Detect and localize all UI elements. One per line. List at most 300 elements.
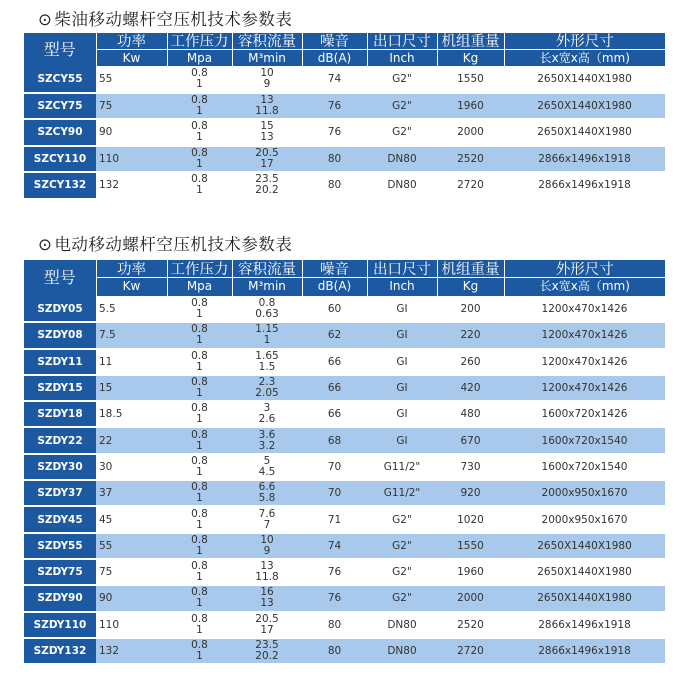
flow-value-2: 2.6	[258, 413, 276, 426]
table-row	[24, 533, 665, 559]
flow-value-1: 10	[260, 66, 274, 79]
outlet-en: Inch	[368, 277, 437, 293]
col-flow-header	[232, 260, 302, 296]
power-cell: 132	[96, 172, 167, 199]
outlet-cell: G2"	[367, 506, 437, 532]
flow-value-1: 16	[260, 586, 274, 599]
flow-zh: 容积流量	[238, 33, 296, 50]
flow-cell	[232, 401, 302, 427]
model-cell: SZDY22	[24, 427, 96, 453]
circle-dot-icon: ⊙	[38, 10, 53, 29]
col-weight-header	[437, 33, 504, 66]
pressure-en: Mpa	[168, 49, 232, 65]
table-row	[24, 93, 665, 120]
flow-value-1: 15	[260, 120, 274, 133]
table-row	[24, 559, 665, 585]
col-pressure-header	[167, 33, 232, 66]
power-cell: 55	[96, 533, 167, 559]
col-weight-header	[437, 260, 504, 296]
weight-cell: 260	[437, 349, 504, 375]
col-pressure-header	[167, 260, 232, 296]
dims-cell: 2650X1440X1980	[504, 93, 665, 120]
flow-value-2: 9	[263, 544, 271, 557]
dims-cell: 1200x470x1426	[504, 349, 665, 375]
power-cell: 75	[96, 93, 167, 120]
flow-value-2: 1	[263, 334, 271, 347]
dims-cell: 2866x1496x1918	[504, 146, 665, 173]
pressure-value-1: 0.8	[191, 428, 208, 441]
weight-cell: 1960	[437, 559, 504, 585]
pressure-value-2: 1	[196, 571, 203, 584]
flow-cell	[232, 427, 302, 453]
dims-zh: 外形尺寸	[555, 33, 614, 50]
flow-value-2: 17	[260, 623, 274, 636]
table-row	[24, 349, 665, 375]
power-cell: 22	[96, 427, 167, 453]
noise-cell: 71	[302, 506, 367, 532]
flow-cell	[232, 375, 302, 401]
flow-cell	[232, 146, 302, 173]
table-row	[24, 146, 665, 173]
flow-value-2: 3.2	[258, 439, 276, 452]
model-cell: SZDY55	[24, 533, 96, 559]
model-cell: SZDY132	[24, 638, 96, 664]
flow-cell	[232, 172, 302, 199]
dims-cell: 2000x950x1670	[504, 480, 665, 506]
weight-en: Kg	[438, 49, 504, 65]
model-cell: SZDY18	[24, 401, 96, 427]
pressure-value-2: 1	[196, 387, 203, 400]
outlet-cell: DN80	[367, 146, 437, 173]
table-row	[24, 172, 665, 199]
weight-cell: 2000	[437, 119, 504, 146]
flow-value-1: 23.5	[255, 173, 279, 186]
pressure-cell	[167, 322, 232, 348]
model-cell: SZDY110	[24, 612, 96, 638]
electric-title-text: 电动移动螺杆空压机技术参数表	[54, 235, 293, 254]
outlet-cell: DN80	[367, 612, 437, 638]
noise-zh: 噪音	[320, 262, 349, 278]
power-cell: 110	[96, 612, 167, 638]
noise-cell: 80	[302, 612, 367, 638]
dims-cell: 1600x720x1540	[504, 454, 665, 480]
weight-cell: 2720	[437, 172, 504, 199]
pressure-cell	[167, 349, 232, 375]
pressure-value-1: 0.8	[191, 481, 208, 494]
model-cell: SZCY132	[24, 172, 96, 199]
model-cell: SZDY75	[24, 559, 96, 585]
power-cell: 15	[96, 375, 167, 401]
flow-value-2: 2.05	[255, 387, 279, 400]
table-row	[24, 296, 665, 322]
table-row	[24, 454, 665, 480]
weight-cell: 670	[437, 427, 504, 453]
table-row	[24, 638, 665, 664]
dims-cell: 1600x720x1426	[504, 401, 665, 427]
weight-cell: 1550	[437, 533, 504, 559]
flow-value-1: 13	[260, 93, 274, 106]
pressure-value-1: 0.8	[191, 639, 208, 651]
noise-cell: 74	[302, 533, 367, 559]
flow-value-2: 4.5	[258, 465, 276, 478]
pressure-value-1: 0.8	[191, 173, 208, 186]
dims-cell: 2000x950x1670	[504, 506, 665, 532]
noise-cell: 62	[302, 322, 367, 348]
outlet-cell: G11/2"	[367, 454, 437, 480]
pressure-value-1: 0.8	[191, 323, 208, 336]
weight-cell: 420	[437, 375, 504, 401]
pressure-cell	[167, 375, 232, 401]
power-cell: 75	[96, 559, 167, 585]
outlet-cell: GI	[367, 427, 437, 453]
flow-value-2: 9	[263, 77, 271, 90]
pressure-cell	[167, 401, 232, 427]
weight-cell: 920	[437, 480, 504, 506]
pressure-value-2: 1	[196, 650, 203, 662]
flow-value-1: 1.15	[255, 323, 279, 336]
flow-value-1: 7.6	[258, 507, 276, 520]
pressure-cell	[167, 66, 232, 93]
dims-cell: 1200x470x1426	[504, 296, 665, 322]
flow-value-2: 17	[260, 157, 274, 170]
noise-cell: 80	[302, 638, 367, 664]
pressure-value-2: 1	[196, 334, 203, 347]
electric-header-row	[24, 260, 665, 296]
flow-value-2: 11.8	[255, 571, 279, 584]
pressure-value-2: 1	[196, 439, 203, 452]
flow-cell	[232, 119, 302, 146]
pressure-cell	[167, 296, 232, 322]
model-cell: SZDY15	[24, 375, 96, 401]
weight-cell: 2000	[437, 585, 504, 611]
dims-en: 长x宽x高（mm)	[505, 277, 666, 293]
model-cell: SZDY08	[24, 322, 96, 348]
dims-cell: 2866x1496x1918	[504, 638, 665, 664]
outlet-cell: GI	[367, 401, 437, 427]
flow-value-1: 20.5	[255, 612, 279, 625]
pressure-cell	[167, 93, 232, 120]
pressure-en: Mpa	[168, 277, 232, 293]
flow-cell	[232, 585, 302, 611]
col-power-header	[96, 33, 167, 66]
dims-cell: 2866x1496x1918	[504, 612, 665, 638]
model-cell: SZCY55	[24, 66, 96, 93]
pressure-value-2: 1	[196, 131, 203, 144]
outlet-cell: G2"	[367, 559, 437, 585]
flow-value-1: 1.65	[255, 349, 279, 362]
pressure-cell	[167, 427, 232, 453]
dims-cell: 2650X1440X1980	[504, 585, 665, 611]
flow-en: M³min	[233, 277, 302, 293]
flow-value-1: 3	[263, 402, 271, 415]
power-cell: 11	[96, 349, 167, 375]
flow-cell	[232, 638, 302, 664]
flow-en: M³min	[233, 49, 302, 65]
pressure-value-2: 1	[196, 518, 203, 531]
diesel-section-title	[38, 6, 292, 30]
outlet-cell: G2"	[367, 533, 437, 559]
power-cell: 132	[96, 638, 167, 664]
power-en: Kw	[97, 277, 167, 293]
dims-cell: 2650X1440X1980	[504, 533, 665, 559]
noise-cell: 76	[302, 119, 367, 146]
flow-cell	[232, 612, 302, 638]
pressure-value-2: 1	[196, 184, 203, 197]
diesel-spec-table	[24, 33, 665, 200]
power-cell: 110	[96, 146, 167, 173]
noise-cell: 66	[302, 375, 367, 401]
pressure-value-1: 0.8	[191, 66, 208, 79]
outlet-cell: G2"	[367, 66, 437, 93]
flow-value-1: 3.6	[258, 428, 276, 441]
col-outlet-header	[367, 260, 437, 296]
table-row	[24, 322, 665, 348]
pressure-cell	[167, 612, 232, 638]
weight-cell: 2520	[437, 612, 504, 638]
table-row	[24, 480, 665, 506]
col-noise-header	[302, 260, 367, 296]
noise-cell: 70	[302, 480, 367, 506]
outlet-zh: 出口尺寸	[373, 33, 431, 50]
noise-cell: 66	[302, 349, 367, 375]
weight-cell: 200	[437, 296, 504, 322]
model-cell: SZCY110	[24, 146, 96, 173]
noise-cell: 76	[302, 559, 367, 585]
flow-cell	[232, 480, 302, 506]
flow-value-2: 13	[260, 131, 274, 144]
table-row	[24, 375, 665, 401]
flow-value-1: 23.5	[255, 639, 279, 651]
pressure-value-2: 1	[196, 492, 203, 505]
pressure-cell	[167, 533, 232, 559]
weight-cell: 1960	[437, 93, 504, 120]
diesel-header-row	[24, 33, 665, 66]
diesel-title-text: 柴油移动螺杆空压机技术参数表	[54, 10, 293, 29]
pressure-value-1: 0.8	[191, 586, 208, 599]
outlet-cell: G11/2"	[367, 480, 437, 506]
table-row	[24, 401, 665, 427]
outlet-cell: G2"	[367, 585, 437, 611]
flow-value-2: 13	[260, 597, 274, 610]
noise-en: dB(A)	[303, 49, 367, 65]
weight-zh: 机组重量	[441, 262, 500, 278]
flow-zh: 容积流量	[238, 262, 296, 278]
noise-zh: 噪音	[320, 33, 349, 50]
power-cell: 30	[96, 454, 167, 480]
dims-zh: 外形尺寸	[555, 262, 614, 278]
flow-value-1: 5	[263, 454, 271, 467]
weight-cell: 1550	[437, 66, 504, 93]
table-row	[24, 427, 665, 453]
noise-cell: 68	[302, 427, 367, 453]
power-zh: 功率	[117, 33, 146, 50]
flow-value-1: 13	[260, 560, 274, 573]
power-cell: 90	[96, 585, 167, 611]
model-cell: SZDY90	[24, 585, 96, 611]
noise-cell: 74	[302, 66, 367, 93]
pressure-value-2: 1	[196, 104, 203, 117]
flow-value-1: 10	[260, 533, 274, 546]
col-flow-header	[232, 33, 302, 66]
flow-cell	[232, 93, 302, 120]
pressure-value-1: 0.8	[191, 560, 208, 573]
model-cell: SZDY11	[24, 349, 96, 375]
power-cell: 90	[96, 119, 167, 146]
pressure-value-1: 0.8	[191, 120, 208, 133]
pressure-value-2: 1	[196, 413, 203, 426]
electric-section-title	[38, 231, 292, 255]
flow-cell	[232, 66, 302, 93]
flow-value-1: 0.8	[258, 296, 276, 309]
flow-value-2: 1.5	[258, 360, 276, 373]
outlet-cell: GI	[367, 296, 437, 322]
pressure-cell	[167, 172, 232, 199]
dims-cell: 1200x470x1426	[504, 375, 665, 401]
weight-cell: 480	[437, 401, 504, 427]
table-row	[24, 506, 665, 532]
pressure-zh: 工作压力	[170, 33, 229, 50]
noise-cell: 76	[302, 93, 367, 120]
flow-value-1: 6.6	[258, 481, 276, 494]
pressure-value-2: 1	[196, 597, 203, 610]
dims-en: 长x宽x高（mm)	[505, 49, 666, 65]
outlet-cell: DN80	[367, 638, 437, 664]
pressure-value-2: 1	[196, 360, 203, 373]
pressure-value-1: 0.8	[191, 612, 208, 625]
pressure-zh: 工作压力	[170, 262, 229, 278]
flow-cell	[232, 506, 302, 532]
flow-cell	[232, 559, 302, 585]
pressure-value-1: 0.8	[191, 93, 208, 106]
power-zh: 功率	[117, 262, 146, 278]
pressure-cell	[167, 559, 232, 585]
col-model-header: 型号	[24, 33, 96, 66]
power-cell: 45	[96, 506, 167, 532]
model-cell: SZCY90	[24, 119, 96, 146]
pressure-value-2: 1	[196, 157, 203, 170]
pressure-value-2: 1	[196, 465, 203, 478]
table-row	[24, 119, 665, 146]
flow-cell	[232, 533, 302, 559]
outlet-cell: GI	[367, 349, 437, 375]
noise-cell: 80	[302, 146, 367, 173]
dims-cell: 2650X1440X1980	[504, 66, 665, 93]
flow-cell	[232, 349, 302, 375]
flow-value-1: 2.3	[258, 376, 276, 389]
table-row	[24, 585, 665, 611]
flow-cell	[232, 322, 302, 348]
power-cell: 7.5	[96, 322, 167, 348]
dims-cell: 1200x470x1426	[504, 322, 665, 348]
noise-cell: 60	[302, 296, 367, 322]
col-dims-header	[504, 33, 665, 66]
col-outlet-header	[367, 33, 437, 66]
power-cell: 18.5	[96, 401, 167, 427]
noise-cell: 76	[302, 585, 367, 611]
outlet-zh: 出口尺寸	[373, 262, 431, 278]
model-cell: SZDY45	[24, 506, 96, 532]
weight-en: Kg	[438, 277, 504, 293]
pressure-value-1: 0.8	[191, 507, 208, 520]
dims-cell: 1600x720x1540	[504, 427, 665, 453]
pressure-cell	[167, 480, 232, 506]
model-cell: SZCY75	[24, 93, 96, 120]
col-power-header	[96, 260, 167, 296]
weight-cell: 1020	[437, 506, 504, 532]
noise-cell: 70	[302, 454, 367, 480]
outlet-en: Inch	[368, 49, 437, 65]
flow-value-2: 0.63	[255, 307, 279, 320]
pressure-value-1: 0.8	[191, 146, 208, 159]
outlet-cell: DN80	[367, 172, 437, 199]
circle-dot-icon: ⊙	[38, 235, 53, 254]
col-model-header: 型号	[24, 260, 96, 296]
pressure-value-1: 0.8	[191, 402, 208, 415]
weight-cell: 730	[437, 454, 504, 480]
pressure-value-1: 0.8	[191, 349, 208, 362]
flow-cell	[232, 454, 302, 480]
flow-value-2: 7	[263, 518, 271, 531]
flow-cell	[232, 296, 302, 322]
pressure-value-1: 0.8	[191, 376, 208, 389]
noise-cell: 66	[302, 401, 367, 427]
weight-cell: 2720	[437, 638, 504, 664]
power-cell: 55	[96, 66, 167, 93]
flow-value-2: 20.2	[255, 184, 279, 197]
outlet-cell: GI	[367, 375, 437, 401]
col-noise-header	[302, 33, 367, 66]
pressure-cell	[167, 119, 232, 146]
outlet-cell: G2"	[367, 119, 437, 146]
model-cell: SZDY05	[24, 296, 96, 322]
outlet-cell: G2"	[367, 93, 437, 120]
pressure-value-2: 1	[196, 307, 203, 320]
flow-value-2: 20.2	[255, 650, 279, 662]
model-cell: SZDY30	[24, 454, 96, 480]
outlet-cell: GI	[367, 322, 437, 348]
flow-value-2: 11.8	[255, 104, 279, 117]
pressure-cell	[167, 146, 232, 173]
dims-cell: 2650X1440X1980	[504, 559, 665, 585]
noise-en: dB(A)	[303, 277, 367, 293]
pressure-value-1: 0.8	[191, 454, 208, 467]
pressure-cell	[167, 506, 232, 532]
table-row	[24, 66, 665, 93]
pressure-cell	[167, 585, 232, 611]
power-cell: 5.5	[96, 296, 167, 322]
power-en: Kw	[97, 49, 167, 65]
weight-cell: 220	[437, 322, 504, 348]
pressure-value-1: 0.8	[191, 296, 208, 309]
pressure-value-2: 1	[196, 623, 203, 636]
weight-zh: 机组重量	[441, 33, 500, 50]
pressure-cell	[167, 638, 232, 664]
table-row	[24, 612, 665, 638]
flow-value-1: 20.5	[255, 146, 279, 159]
pressure-value-1: 0.8	[191, 533, 208, 546]
noise-cell: 80	[302, 172, 367, 199]
dims-cell: 2650X1440X1980	[504, 119, 665, 146]
dims-cell: 2866x1496x1918	[504, 172, 665, 199]
flow-value-2: 5.8	[258, 492, 276, 505]
power-cell: 37	[96, 480, 167, 506]
electric-spec-table	[24, 260, 665, 665]
weight-cell: 2520	[437, 146, 504, 173]
col-dims-header	[504, 260, 665, 296]
model-cell: SZDY37	[24, 480, 96, 506]
pressure-cell	[167, 454, 232, 480]
pressure-value-2: 1	[196, 77, 203, 90]
